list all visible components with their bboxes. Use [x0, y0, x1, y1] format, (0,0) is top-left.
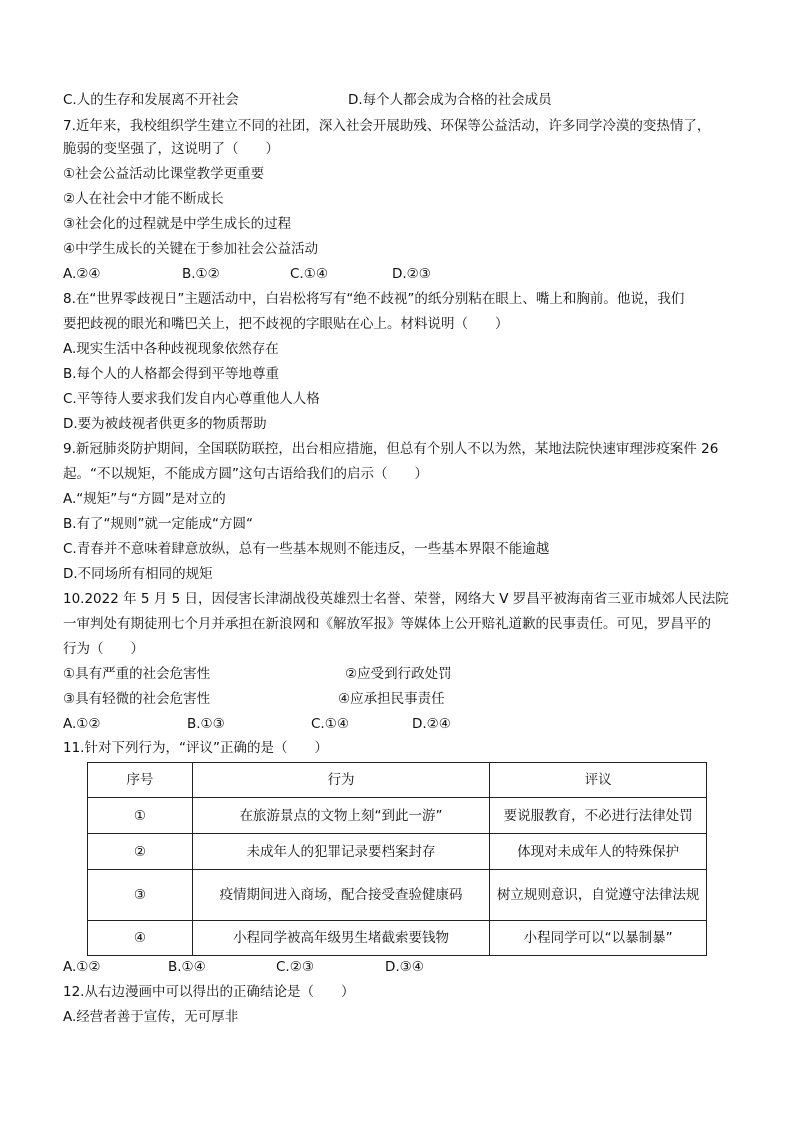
- table-header-cell: 序号: [88, 763, 193, 798]
- q10-stem-line2: 一审判处有期徒刑七个月并承担在新浪网和《解放军报》等媒体上公开赔礼道歉的民事责任。可见，罗昌平的: [63, 616, 711, 632]
- q8-option-d: D.要为被歧视者供更多的物质帮助: [63, 416, 267, 432]
- q7-stem-line1: 7.近年来，我校组织学生建立不同的社团，深入社会开展助残、环保等公益活动，许多同学冷漠的变热情了，: [63, 118, 711, 134]
- table-cell-index: ③: [88, 870, 193, 921]
- q8-option-c: C.平等待人要求我们发自内心尊重他人人格: [63, 391, 320, 407]
- table-cell-comment: 小程同学可以“以暴制暴”: [490, 921, 707, 956]
- q10-stem-line3: 行为（ ）: [63, 641, 144, 657]
- q11-option-a: A.①②: [63, 959, 101, 975]
- q10-stem-line1: 10.2022 年 5 月 5 日，因侵害长津湖战役英雄烈士名誉、荣誉，网络大 V 罗昌平被海南省三亚市城郊人民法院: [63, 591, 729, 607]
- q11-option-b: B.①④: [168, 959, 206, 975]
- q6-option-d: D.每个人都会成为合格的社会成员: [348, 92, 552, 108]
- q11-option-d: D.③④: [385, 959, 424, 975]
- q7-item-3: ③社会化的过程就是中学生成长的过程: [63, 216, 292, 232]
- q8-stem-line2: 要把歧视的眼光和嘴巴关上，把不歧视的字眼贴在心上。材料说明（ ）: [63, 316, 509, 332]
- table-cell-behavior: 未成年人的犯罪记录要档案封存: [192, 834, 489, 870]
- q7-item-4: ④中学生成长的关键在于参加社会公益活动: [63, 241, 319, 257]
- table-cell-behavior: 在旅游景点的文物上刻“到此一游”: [192, 798, 489, 834]
- q9-option-a: A.“规矩”与“方圆”是对立的: [63, 491, 226, 507]
- table-header-cell: 评议: [490, 763, 707, 798]
- q10-option-d: D.②④: [412, 716, 451, 732]
- q10-option-c: C.①④: [311, 716, 349, 732]
- q8-stem-line1: 8.在“世界零歧视日”主题活动中，白岩松将写有“绝不歧视”的纸分别粘在眼上、嘴上和胸前。他说，我们: [63, 291, 685, 307]
- q12-option-a: A.经营者善于宣传，无可厚非: [63, 1009, 239, 1025]
- table-header-row: [88, 763, 707, 798]
- table-row: [88, 921, 707, 956]
- q10-option-b: B.①③: [187, 716, 225, 732]
- table-row: [88, 798, 707, 834]
- table-cell-behavior: 小程同学被高年级男生堵截索要钱物: [192, 921, 489, 956]
- q11-option-c: C.②③: [276, 959, 314, 975]
- q7-option-d: D.②③: [392, 266, 431, 282]
- q8-option-a: A.现实生活中各种歧视现象依然存在: [63, 341, 279, 357]
- q9-option-c: C.青春并不意味着肆意放纵，总有一些基本规则不能违反，一些基本界限不能逾越: [63, 541, 550, 557]
- q10-item-4: ④应承担民事责任: [338, 691, 445, 707]
- table-cell-index: ④: [88, 921, 193, 956]
- q9-stem-line1: 9.新冠肺炎防护期间，全国联防联控，出台相应措施，但总有个别人不以为然，某地法院快速审理涉疫案件 26: [63, 441, 719, 457]
- q7-item-2: ②人在社会中才能不断成长: [63, 191, 224, 207]
- q7-option-b: B.①②: [182, 266, 220, 282]
- q10-item-2: ②应受到行政处罚: [345, 666, 452, 682]
- q6-option-c: C.人的生存和发展离不开社会: [63, 92, 239, 108]
- q7-item-1: ①社会公益活动比课堂教学更重要: [63, 166, 265, 182]
- q7-stem-line2: 脆弱的变坚强了，这说明了（ ）: [63, 141, 279, 157]
- table-cell-behavior: 疫情期间进入商场，配合接受查验健康码: [192, 870, 489, 921]
- q12-stem: 12.从右边漫画中可以得出的正确结论是（ ）: [63, 984, 355, 1000]
- table-cell-index: ②: [88, 834, 193, 870]
- q10-option-a: A.①②: [63, 716, 101, 732]
- q10-item-3: ③具有轻微的社会危害性: [63, 691, 211, 707]
- q10-item-1: ①具有严重的社会危害性: [63, 666, 211, 682]
- q7-option-c: C.①④: [290, 266, 328, 282]
- table-header-cell: 行为: [192, 763, 489, 798]
- q7-option-a: A.②④: [63, 266, 101, 282]
- table-cell-index: ①: [88, 798, 193, 834]
- q9-option-b: B.有了“规则”就一定能成“方圆“: [63, 516, 254, 532]
- q9-option-d: D.不同场所有相同的规矩: [63, 566, 213, 582]
- q8-option-b: B.每个人的人格都会得到平等地尊重: [63, 366, 280, 382]
- table-row: [88, 870, 707, 921]
- table-cell-comment: 体现对未成年人的特殊保护: [490, 834, 707, 870]
- table-row: [88, 834, 707, 870]
- table-cell-comment: 要说服教育，不必进行法律处罚: [490, 798, 707, 834]
- q9-stem-line2: 起。“不以规矩，不能成方圆”这句古语给我们的启示（ ）: [63, 466, 428, 482]
- q11-stem: 11.针对下列行为，“评议”正确的是（ ）: [63, 740, 328, 756]
- evaluation-table: [87, 762, 707, 956]
- table-cell-comment: 树立规则意识，自觉遵守法律法规: [490, 870, 707, 921]
